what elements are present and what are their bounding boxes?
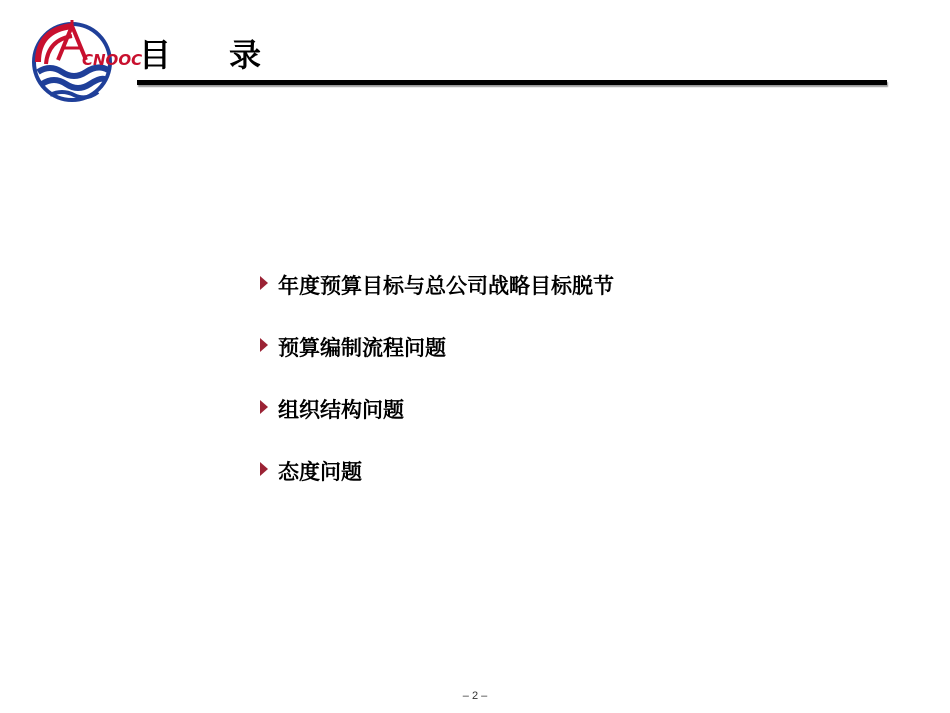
page-number: – 2 –	[462, 690, 488, 702]
toc-item	[259, 456, 779, 488]
toc-list	[259, 270, 779, 518]
toc-item-label: 年度预算目标与总公司战略目标脱节	[278, 274, 614, 298]
toc-item-label: 组织结构问题	[278, 398, 404, 422]
toc-item-label: 预算编制流程问题	[278, 336, 446, 360]
page-title: 目录	[139, 36, 320, 74]
cnooc-logo-icon	[28, 14, 143, 106]
triangle-right-icon	[259, 399, 269, 415]
title-divider	[137, 80, 887, 85]
svg-text:CNOOC: CNOOC	[82, 51, 143, 69]
triangle-right-icon	[259, 275, 269, 291]
triangle-right-icon	[259, 461, 269, 477]
toc-item-label: 态度问题	[278, 460, 362, 484]
company-logo	[28, 14, 143, 106]
triangle-right-icon	[259, 337, 269, 353]
toc-item	[259, 270, 779, 302]
toc-item	[259, 332, 779, 364]
toc-item	[259, 394, 779, 426]
